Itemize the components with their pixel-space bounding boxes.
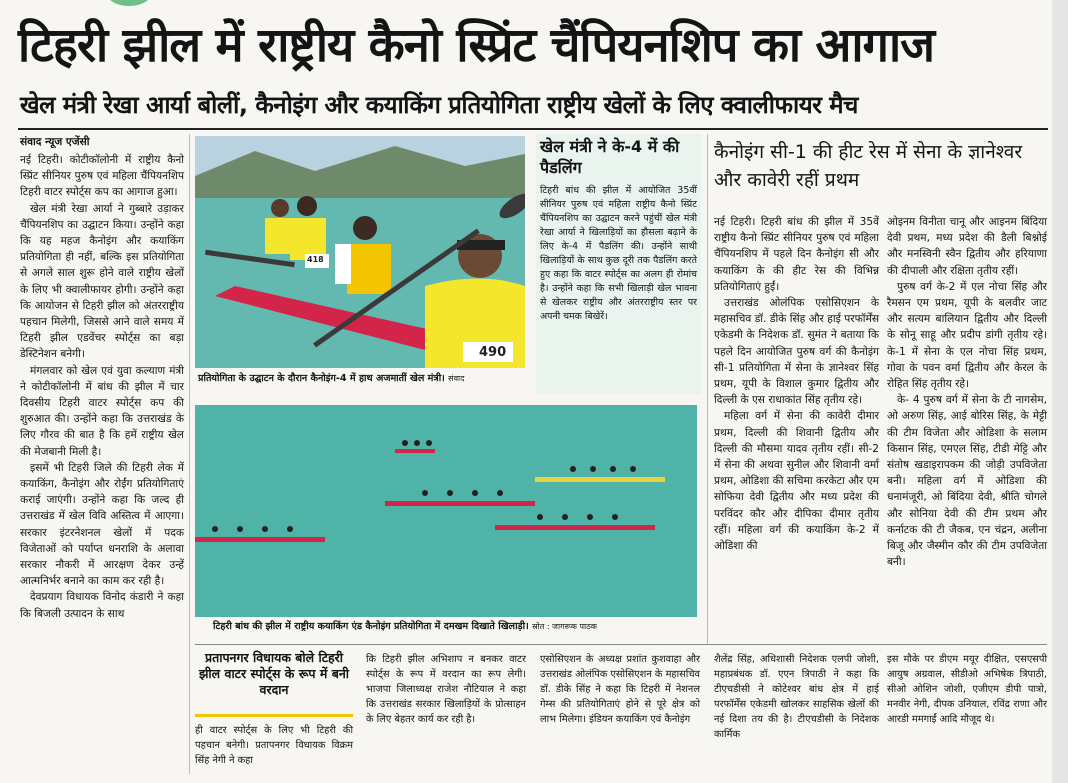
column-divider [189, 134, 190, 774]
bottom-text: ही वाटर स्पोर्ट्स के लिए भी टिहरी की पहचान बनेगी। प्रतापनगर विधायक विक्रम सिंह नेगी ने कहा [195, 725, 353, 766]
photo1-caption [198, 372, 464, 386]
byline: संवाद न्यूज एजेंसी [20, 136, 90, 148]
right-paragraph: के- 4 पुरुष वर्ग में सेना के टी नागसेम, ओ अरुण सिंह, आई बोरिस सिंह, के मेट्टी की टीम विजेता और ओडिशा के सलाम किसान सिंह, एमएल सिंह, टीडी मेट्टि और संतोष खडाइरापकम की जोड़ी उपविजेता बनी। महिला वर्ग में ओडिशा की धनामंजूरी, ओ बिंदिया देवी, श्रीति चोगले और सोनिया देवी की टीम प्रथम और कर्नाटक की टी जैकब, एन चंद्रन, अलीना बिजू और जैस्मीन कौर की टीम उपविजेता बनी। [887, 394, 1047, 569]
headline: टिहरी झील में राष्ट्रीय कैनो स्प्रिंट चैंपियनशिप का आगाज [18, 18, 935, 73]
bottom-text: इस मौके पर डीएम मयूर दीक्षित, एसएसपी आयुष अग्रवाल, सीडीओ अभिषेक त्रिपाठी, सीओ ओशिन जोशी, एजीएम डीपी पात्रो, मनवीर नेगी, दीपक उनियाल, रविंद्र राणा और आरडी ममगाईं आदि मौजूद थे। [887, 654, 1047, 725]
photo1-credit: संवाद [448, 374, 465, 383]
bottom-box [195, 650, 353, 717]
left-paragraph: मंगलवार को खेल एवं युवा कल्याण मंत्री ने कोटीकॉलोनी में बांध की झील में चार दिवसीय टिहरी वाटर स्पोर्ट्स कप की शुरुआत की। उन्होंने कहा कि उत्तराखंड के लिए गौरव की बात है कि हमें राष्ट्रीय खेल की मेजबानी मिली है। [20, 364, 184, 458]
left-paragraph: नई टिहरी। कोटीकॉलोनी में राष्ट्रीय कैनो स्प्रिंट सीनियर पुरुष एवं महिला चैंपियनशिप टिहरी वाटर स्पोर्ट्स कप का आगाज हुआ। [20, 154, 184, 199]
right-paragraph: महिला वर्ग में सेना की कावेरी दीमार प्रथम, दिल्ली की शिवानी द्वितीय और दिल्ली की मौसमा यादव तृतीय रहीं। सी-2 में सेना की अथवा सुनील और शिवानी वर्मा प्रथम, ओडिशा की सचिमा करकेटा और एम सोफिया देवी द्वितीय और मध्य प्रदेश की परविंदर कौर और दीपिका दीमार तृतीय रहीं। महिला वर्ग की कयाकिंग के-2 में ओडिशा की [714, 410, 879, 553]
bib-number: 490 [479, 345, 507, 360]
right-article-title: कैनोइंग सी-1 की हीट रेस में सेना के ज्ञानेश्वर और कावेरी रहीं प्रथम [714, 141, 1023, 191]
header-rule [18, 128, 1048, 130]
minister-paddling-box [536, 134, 701, 394]
page-corner-decoration [108, 0, 150, 6]
box-text: टिहरी बांध की झील में आयोजित 35वीं सीनियर पुरुष एवं महिला राष्ट्रीय कैनो स्प्रिंट चैंपियनशिप का उद्घाटन करने पहुंचीं खेल मंत्री रेखा आर्या ने खिलाड़ियों का हौसला बढ़ाने के लिए के-4 में पैडलिंग की। उन्होंने साथी खिलाड़ियों के साथ कुछ दूरी तक पैडलिंग करते हुए कहा कि वाटर स्पोर्ट्स का अलग ही रोमांच है। उन्होंने कहा कि सभी खिलाड़ी खेल भावना से खेलकर राष्ट्रीय और अंतरराष्ट्रीय स्तर पर अपनी चमक बिखेरें। [540, 185, 697, 322]
right-article-col1 [714, 214, 879, 554]
left-paragraph: देवप्रयाग विधायक विनोद कंडारी ने कहा कि बिजली उत्पादन के साथ [20, 591, 184, 620]
bottom-box-title: प्रतापनगर विधायक बोले टिहरी झील वाटर स्पोर्ट्स के रूप में बनी वरदान [198, 650, 350, 697]
bottom-rule [195, 644, 1047, 645]
photo1-caption-text: प्रतियोगिता के उद्घाटन के दौरान कैनोइंग-4 में हाथ अजमातीं खेल मंत्री। [198, 373, 445, 384]
bottom-text: कि टिहरी झील अभिशाप न बनकर वाटर स्पोर्ट्स के रूप में वरदान का रूप लेगी। भाजपा जिलाध्यक्ष राजेश नौटियाल ने कहा कि उत्तराखंड सरकार खिलाड़ियों के प्रोत्साहन के लिए बेहतर कार्य कर रही है। [366, 654, 526, 725]
kayak-photo-illustration [195, 136, 525, 368]
column-divider [707, 134, 708, 644]
bottom-text: एसोसिएशन के अध्यक्ष प्रशांत कुशवाहा और उत्तराखंड ओलंपिक एसोसिएशन के महासचिव डॉ. डीके सिंह ने कहा कि टिहरी में नेशनल गेम्स की प्रतियोगिताएं होने से पूरे क्षेत्र को लाभ मिलेगा। इंडियन कयाकिंग एवं कैनोइंग [540, 654, 700, 725]
box-title: खेल मंत्री ने के-4 में की पैडलिंग [540, 137, 680, 177]
right-paragraph: उत्तराखंड ओलंपिक एसोसिएशन के महासचिव डॉ. डीके सिंह और हाई परफॉर्मेंस एकेडमी के निदेशक डॉ. सुमंत ने बताया कि पहले दिन आयोजित पुरुष वर्ग की कैनोइंग सी-1 प्रतियोगिता में सेना के ज्ञानेश्वर सिंह प्रथम, यूपी के विशाल कुमार द्वितीय और दिल्ली के एस राधाकांत सिंह तृतीय रहे। [714, 297, 879, 407]
race-photo-illustration [195, 405, 697, 617]
photo-kayak-race [195, 405, 697, 617]
page-edge [1052, 0, 1068, 783]
photo2-credit: स्रोत : जागरूक पाठक [532, 622, 597, 631]
photo2-caption [213, 620, 597, 634]
bottom-text: शैलेंद्र सिंह, अधिशासी निदेशक एलपी जोशी, महाप्रबंधक डॉ. एएन त्रिपाठी ने कहा कि टीएचडीसी ने कोटेश्वर बांध क्षेत्र में हाई परफॉर्मेंस एकेडमी खोलकर साहसिक खेलों की नई दिशा तय की है। टीएचडीसी के निदेशक कार्मिक [714, 654, 879, 740]
right-article-col2 [887, 214, 1047, 570]
subheadline: खेल मंत्री रेखा आर्या बोलीं, कैनोइंग और कयाकिंग प्रतियोगिता राष्ट्रीय खेलों के लिए क्वालीफायर मैच [20, 91, 858, 119]
photo-kayak-minister [195, 136, 525, 368]
left-paragraph: इसमें भी टिहरी जिले की टिहरी लेक में कयाकिंग, कैनोइंग और रोईंग प्रतियोगिताएं कराई जाएंगी। उन्होंने कहा कि जल्द ही उत्तराखंड में खेल विवि अस्तित्व में आएगा। सरकार इंटरनेशनल खेलों में पदक विजेताओं को पर्याप्त धनराशि के अलावा सरकार नौकरी में आरक्षण देकर उन्हें आत्मनिर्भर बनाने का काम कर रही है। [20, 461, 184, 588]
bib-number: 418 [307, 255, 324, 264]
right-paragraph: नई टिहरी। टिहरी बांध की झील में 35वें राष्ट्रीय कैनो स्प्रिंट सीनियर पुरुष एवं महिला चैंपियनशिप में पहले दिन कैनोइंग सी और कयाकिंग के की हीट रेस की विभिन्न प्रतियोगिताएं हुईं। [714, 216, 879, 293]
photo2-caption-text: टिहरी बांध की झील में राष्ट्रीय कयाकिंग एंड कैनोइंग प्रतियोगिता में दमखम दिखाते खिलाड़ी। [213, 621, 529, 632]
left-paragraph: खेल मंत्री रेखा आर्या ने गुब्बारे उड़ाकर चैंपियनशिप का उद्घाटन किया। उन्होंने कहा कि यह महज कैनोइंग और कयाकिंग प्रतियोगिता ही नहीं, बल्कि इस प्रतियोगिता से अगले साल शुरू होने वाले राष्ट्रीय खेलों के लिए भी क्वालीफायर होगी। उन्होंने कहा कि आयोजन से टिहरी झील को अंतरराष्ट्रीय पहचान मिलेगी, जिससे आने वाले समय में टिहरी झील एडवेंचर स्पोर्ट्स का बड़ा डेस्टिनेशन बनेगी। [20, 202, 184, 361]
right-paragraph: पुरुष वर्ग के-2 में एल नोचा सिंह और रैमसन एम प्रथम, यूपी के बलवीर जाट और सत्यम बालियान द्वितीय और दिल्ली के सोनू साहू और प्रदीप डांगी तृतीय रहे। के-1 में सेना के एल नोचा सिंह प्रथम, गोवा के पवन वर्मा द्वितीय और केरल के रोहित सिंह तृतीय रहे। [887, 280, 1047, 391]
right-paragraph: ओइनम विनीता चानू और आइनम बिंदिया देवी प्रथम, मध्य प्रदेश की डैली बिश्नोई और मनस्विनी स्वैन द्वितीय और हरियाणा की दीपाली और रक्षिता तृतीय रहीं। [887, 216, 1047, 277]
left-column [20, 134, 184, 622]
